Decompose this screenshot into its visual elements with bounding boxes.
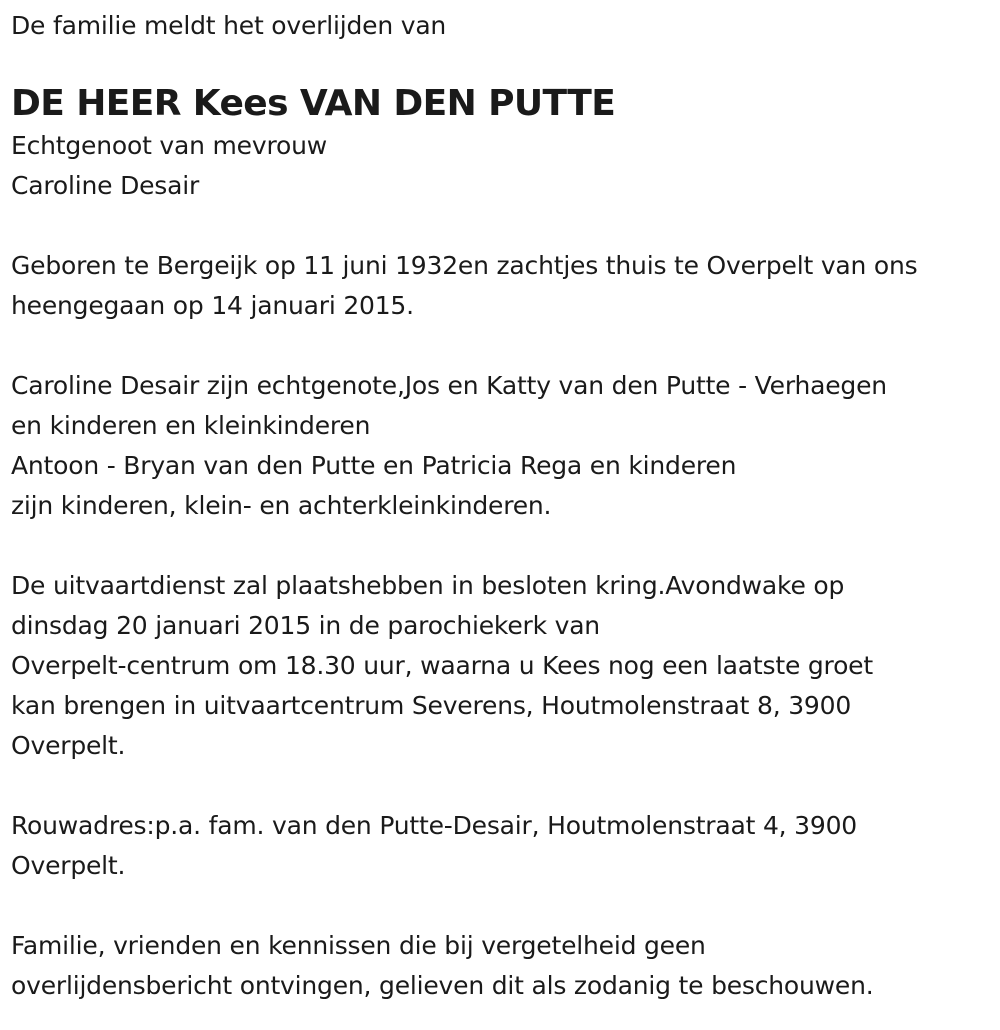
spacer bbox=[11, 886, 986, 926]
spacer bbox=[11, 526, 986, 566]
obituary-notice bbox=[11, 6, 986, 1006]
family-line: zijn kinderen, klein- en achterkleinkinderen. bbox=[11, 491, 552, 520]
notice-line: overlijdensbericht ontvingen, gelieven dit als zodanig te beschouwen. bbox=[11, 971, 874, 1000]
notice-line: Familie, vrienden en kennissen die bij vergetelheid geen bbox=[11, 931, 706, 960]
family-line: Caroline Desair zijn echtgenote,Jos en Katty van den Putte - Verhaegen bbox=[11, 371, 887, 400]
mourning-address-line: Overpelt. bbox=[11, 851, 126, 880]
birth-death-line: Geboren te Bergeijk op 11 juni 1932en zachtjes thuis te Overpelt van ons bbox=[11, 251, 918, 280]
funeral-block bbox=[11, 566, 986, 766]
mourning-address-line: Rouwadres:p.a. fam. van den Putte-Desair, Houtmolenstraat 4, 3900 bbox=[11, 811, 857, 840]
notice-block bbox=[11, 926, 986, 1006]
birth-death-block bbox=[11, 246, 986, 326]
spouse-line: Echtgenoot van mevrouw bbox=[11, 131, 327, 160]
deceased-name: DE HEER Kees VAN DEN PUTTE bbox=[11, 83, 616, 124]
family-line: Antoon - Bryan van den Putte en Patricia Rega en kinderen bbox=[11, 451, 737, 480]
intro-text: De familie meldt het overlijden van bbox=[11, 11, 447, 40]
spacer bbox=[11, 206, 986, 246]
birth-death-line: heengegaan op 14 januari 2015. bbox=[11, 291, 414, 320]
funeral-line: Overpelt. bbox=[11, 731, 126, 760]
funeral-line: Overpelt-centrum om 18.30 uur, waarna u Kees nog een laatste groet bbox=[11, 651, 873, 680]
mourning-address-block bbox=[11, 806, 986, 886]
funeral-line: dinsdag 20 januari 2015 in de parochiekerk van bbox=[11, 611, 600, 640]
spouse-block bbox=[11, 126, 986, 206]
family-line: en kinderen en kleinkinderen bbox=[11, 411, 371, 440]
spacer bbox=[11, 766, 986, 806]
funeral-line: kan brengen in uitvaartcentrum Severens, Houtmolenstraat 8, 3900 bbox=[11, 691, 852, 720]
spacer bbox=[11, 326, 986, 366]
family-block bbox=[11, 366, 986, 526]
funeral-line: De uitvaartdienst zal plaatshebben in besloten kring.Avondwake op bbox=[11, 571, 845, 600]
spouse-line: Caroline Desair bbox=[11, 171, 200, 200]
